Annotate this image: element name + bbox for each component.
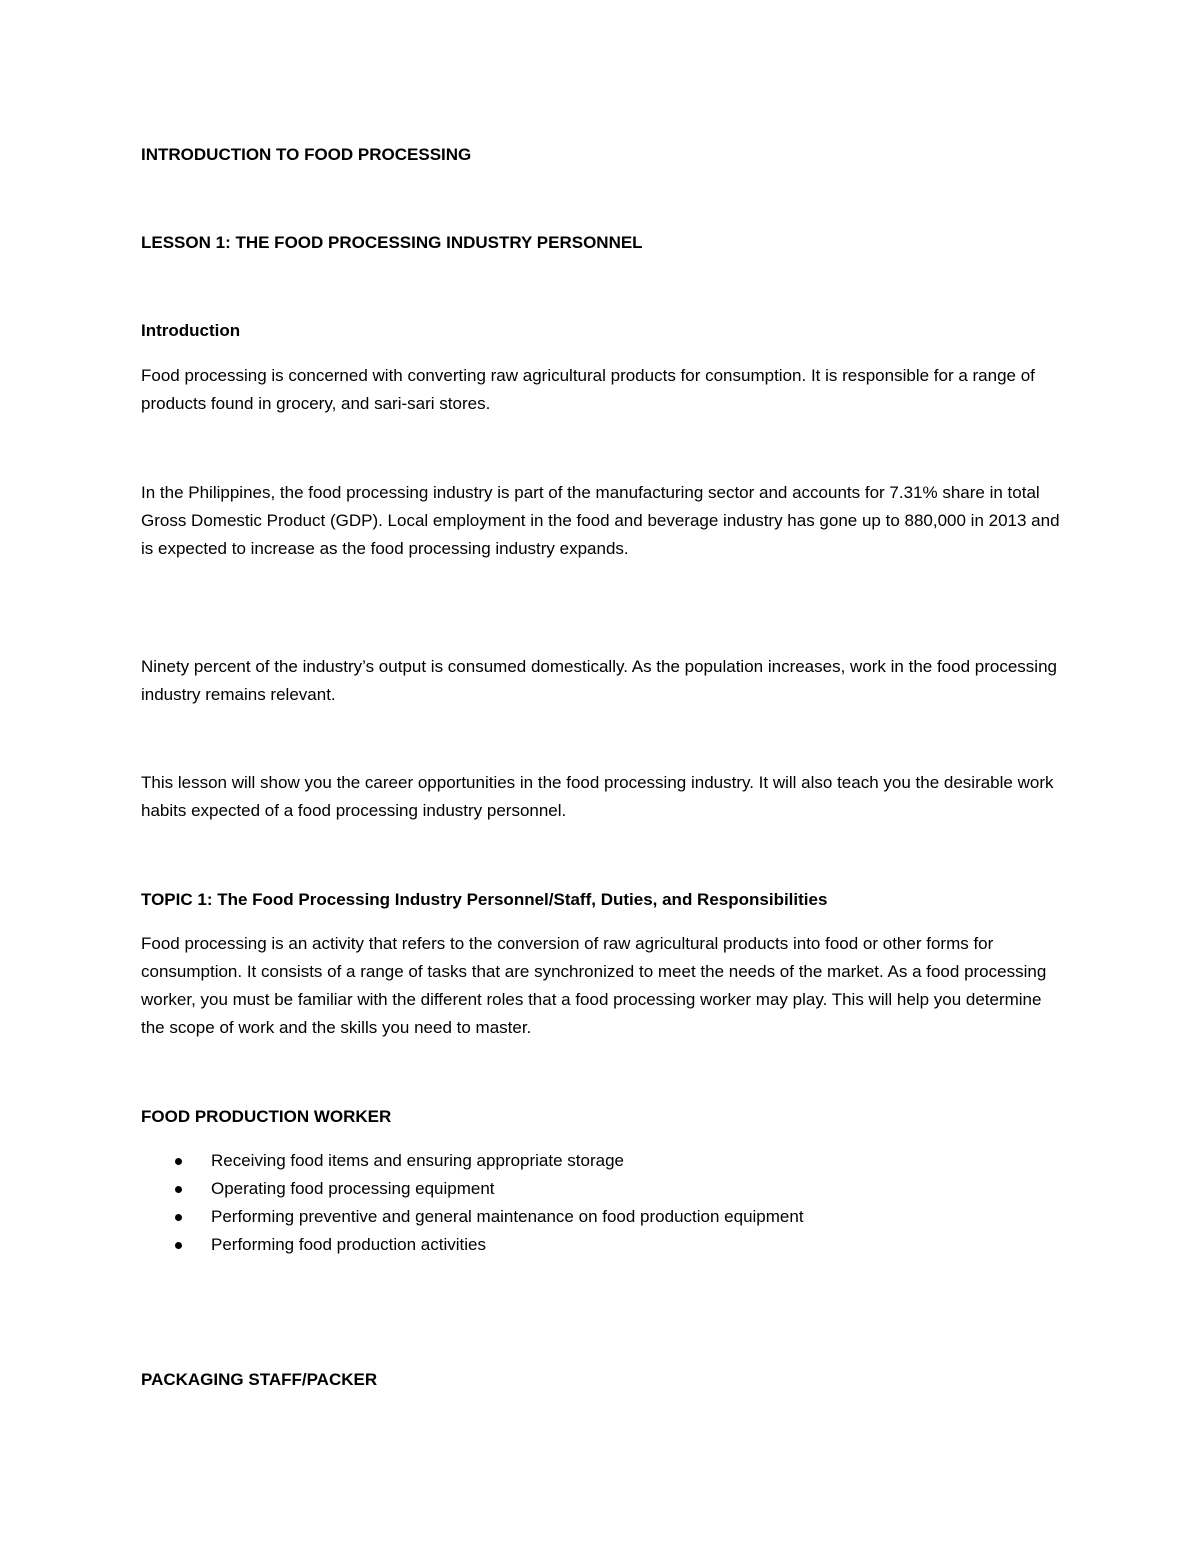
list-item [141, 1203, 1041, 1231]
intro-paragraph-4: This lesson will show you the career opportunities in the food processing industry. It will also teach you the desirable work habits expected of a food processing industry personnel. [141, 773, 1054, 820]
duty-text: Performing food production activities [211, 1235, 486, 1254]
bullet-icon [175, 1214, 182, 1221]
bullet-icon [175, 1158, 182, 1165]
intro-paragraph-1: Food processing is concerned with converting raw agricultural products for consumption. It is responsible for a range of products found in grocery, and sari-sari stores. [141, 366, 1035, 413]
bullet-icon [175, 1242, 182, 1249]
list-item [141, 1147, 1041, 1175]
food-production-worker-heading: FOOD PRODUCTION WORKER [141, 1107, 392, 1126]
duty-text: Operating food processing equipment [211, 1179, 495, 1198]
list-item [141, 1175, 1041, 1203]
intro-paragraph-2: In the Philippines, the food processing industry is part of the manufacturing sector and accounts for 7.31% share in total Gross Domestic Product (GDP). Local employment in the food and beverage industry has gone up to 880,000 in 2013 and is expected to increase as the food processing industry expands. [141, 483, 1060, 558]
duty-text: Performing preventive and general maintenance on food production equipment [211, 1207, 804, 1226]
list-item [141, 1231, 1041, 1259]
food-production-worker-duties [141, 1147, 1041, 1259]
introduction-heading: Introduction [141, 321, 241, 340]
document-title: INTRODUCTION TO FOOD PROCESSING [141, 145, 472, 164]
topic-paragraph: Food processing is an activity that refers to the conversion of raw agricultural products into food or other forms for consumption. It consists of a range of tasks that are synchronized to meet the needs of the market. As a food processing worker, you must be familiar with the different roles that a food processing worker may play. This will help you determine the scope of work and the skills you need to master. [141, 934, 1047, 1037]
bullet-icon [175, 1186, 182, 1193]
topic-heading: TOPIC 1: The Food Processing Industry Personnel/Staff, Duties, and Responsibilities [141, 890, 828, 909]
duty-text: Receiving food items and ensuring appropriate storage [211, 1151, 624, 1170]
packaging-staff-heading: PACKAGING STAFF/PACKER [141, 1370, 378, 1389]
lesson-heading: LESSON 1: THE FOOD PROCESSING INDUSTRY PERSONNEL [141, 233, 643, 252]
intro-paragraph-3: Ninety percent of the industry’s output is consumed domestically. As the population increases, work in the food processing industry remains relevant. [141, 657, 1057, 704]
